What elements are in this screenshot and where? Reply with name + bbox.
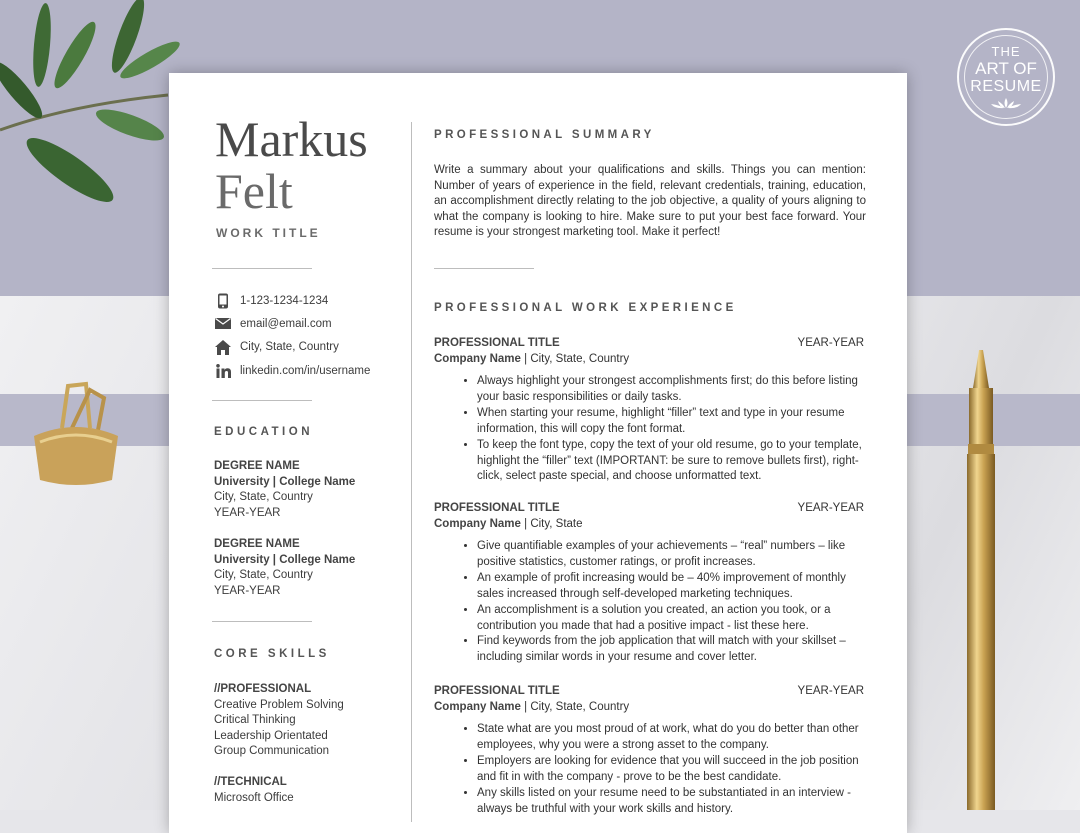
- job-entry: PROFESSIONAL TITLE YEAR-YEAR Company Name | City, State, Country • Always highlight your strongest accomplishments first; do this before listing your basic responsibilities or daily tasks. • When starting your resume, highlight “filler” text and type in your resume information, this will copy the font format. • To keep the font type, copy the text of your old resume, go to your template, highlight the “filler” text (IMPORTANT: be sure to remove bullets first), right-click, select paste special, and choose unformatted text.: [434, 335, 864, 485]
- separator-rule: [434, 268, 534, 269]
- university: University: [214, 475, 270, 488]
- company-name: Company Name: [434, 701, 521, 713]
- art-of-resume-logo: [957, 28, 1055, 126]
- job-location: City, State: [530, 518, 583, 530]
- degree-name: DEGREE NAME: [214, 460, 300, 472]
- company-name: Company Name: [434, 518, 521, 530]
- job-bullet: • Employers are looking for evidence that you will succeed in the job position and fit in with the company - prove to be the best candidate.: [477, 754, 864, 786]
- logo-line-1: THE: [991, 44, 1021, 59]
- contact-phone: [214, 289, 370, 312]
- job-bullet: • To keep the font type, copy the text of your old resume, go to your template, highlight the “filler” text (IMPORTANT: be sure to remove bullets first), right-click, select paste special, and choose unformatted text.: [477, 438, 864, 486]
- contact-linkedin: [214, 359, 370, 382]
- first-name: Markus: [215, 111, 368, 167]
- job-location: City, State, Country: [530, 701, 630, 713]
- job-bullet: • Any skills listed on your resume need to be substantiated in an interview - always be truthful with your work skills and history.: [477, 786, 864, 818]
- job-bullet: • Always highlight your strongest accomplishments first; do this before listing your basic responsibilities or daily tasks.: [477, 374, 864, 406]
- location-text: City, State, Country: [240, 341, 339, 354]
- education-years: YEAR-YEAR: [214, 584, 281, 597]
- column-divider: [411, 122, 412, 822]
- education-location: City, State, Country: [214, 569, 313, 582]
- skill-item: Microsoft Office: [214, 791, 294, 804]
- job-years: YEAR-YEAR: [797, 502, 864, 514]
- job-title: PROFESSIONAL TITLE: [434, 685, 560, 697]
- job-bullet: • Give quantifiable examples of your achievements – “real” numbers – like positive statistics, customer ratings, or profit increases.: [477, 539, 864, 571]
- job-location: City, State, Country: [530, 353, 630, 365]
- job-entry: PROFESSIONAL TITLE YEAR-YEAR Company Name | City, State • Give quantifiable examples of your achievements – “real” numbers – like positive statistics, customer ratings, or profit increases. • An example of profit increasing would be – 40% improvement of monthly sales increased through self-developed marketing techniques. • An accomplishment is a solution you created, an action you took, or a contribution you made that had a positive impact - list these here. • Find keywords from the job application that will match with your skillset – including similar words in your resume and cover letter.: [434, 500, 864, 666]
- logo-line-3: RESUME: [970, 78, 1042, 95]
- professional-skills-label: //PROFESSIONAL: [214, 683, 312, 695]
- job-bullets: [434, 539, 864, 666]
- skill-item: Leadership Orientated: [214, 729, 328, 742]
- college-name: College Name: [279, 475, 356, 488]
- candidate-name: [215, 113, 368, 217]
- logo-line-2: ART OF: [975, 59, 1037, 78]
- education-heading: EDUCATION: [214, 426, 314, 438]
- skill-item: Creative Problem Solving: [214, 698, 344, 711]
- job-bullet: • An accomplishment is a solution you created, an action you took, or a contribution you made that had a positive impact - list these here.: [477, 603, 864, 635]
- contact-email: [214, 312, 370, 335]
- job-bullet: • State what are you most proud of at work, what do you do better than other employees, why you were a strong asset to the company.: [477, 722, 864, 754]
- contact-location: [214, 336, 370, 359]
- lotus-icon: [989, 97, 1023, 109]
- education-location: City, State, Country: [214, 491, 313, 504]
- separator-rule: [212, 268, 312, 269]
- education-entry: DEGREE NAME University | College Name City, State, Country YEAR-YEAR: [214, 537, 355, 599]
- resume-page: [169, 73, 907, 833]
- college-name: College Name: [279, 553, 356, 566]
- phone-text: 1-123-1234-1234: [240, 294, 329, 307]
- experience-heading: PROFESSIONAL WORK EXPERIENCE: [434, 302, 737, 314]
- job-years: YEAR-YEAR: [797, 685, 864, 697]
- university: University: [214, 553, 270, 566]
- job-title: PROFESSIONAL TITLE: [434, 502, 560, 514]
- home-icon: [214, 339, 232, 355]
- job-bullets: [434, 374, 864, 485]
- last-name: Felt: [215, 163, 293, 219]
- company-name: Company Name: [434, 353, 521, 365]
- job-years: YEAR-YEAR: [797, 337, 864, 349]
- skills-heading: CORE SKILLS: [214, 648, 330, 660]
- degree-name: DEGREE NAME: [214, 538, 300, 550]
- skill-item: Group Communication: [214, 745, 330, 757]
- job-bullet: • An example of profit increasing would be – 40% improvement of monthly sales increased through self-developed marketing techniques.: [477, 571, 864, 603]
- separator-rule: [212, 621, 312, 622]
- olive-branch-icon: [0, 0, 180, 240]
- separator-rule: [212, 400, 312, 401]
- job-entry: PROFESSIONAL TITLE YEAR-YEAR Company Name | City, State, Country • State what are you most proud of at work, what do you do better than other employees, why you were a strong asset to the company. • Employers are looking for evidence that you will succeed in the job position and fit in with the company - prove to be the best candidate. • Any skills listed on your resume need to be substantiated in an interview - always be truthful with your work skills and history.: [434, 683, 864, 817]
- phone-icon: [214, 293, 232, 309]
- job-bullet: • Find keywords from the job application that will match with your skillset – including similar words in your resume and cover letter.: [477, 634, 864, 666]
- summary-text: Write a summary about your qualifications and skills. Things you can mention: Number of years of experience in the field, relevant credentials, training, education, an accomplishment directly relating to the job objective, a quality of yours aligning to what the company is looking to hire. Make sure to put your best face forward. Your resume is your strongest marketing tool. Make it perfect!: [434, 164, 866, 238]
- professional-skills: [214, 682, 344, 760]
- contact-list: [214, 289, 370, 382]
- email-text: email@email.com: [240, 317, 332, 330]
- linkedin-text: linkedin.com/in/username: [240, 364, 371, 377]
- linkedin-icon: [214, 363, 232, 379]
- education-years: YEAR-YEAR: [214, 506, 281, 519]
- education-entry: DEGREE NAME University | College Name City, State, Country YEAR-YEAR: [214, 459, 355, 521]
- technical-skills: [214, 775, 294, 806]
- work-title: WORK TITLE: [216, 226, 321, 240]
- email-icon: [214, 316, 232, 332]
- technical-skills-label: //TECHNICAL: [214, 776, 287, 788]
- summary-heading: PROFESSIONAL SUMMARY: [434, 129, 655, 141]
- job-bullets: [434, 722, 864, 817]
- binder-clip-icon: [28, 378, 124, 490]
- job-bullet: • When starting your resume, highlight “filler” text and type in your resume information, this will copy the font format.: [477, 406, 864, 438]
- skill-item: Critical Thinking: [214, 714, 296, 726]
- gold-pen-icon: [955, 348, 1007, 810]
- job-title: PROFESSIONAL TITLE: [434, 337, 560, 349]
